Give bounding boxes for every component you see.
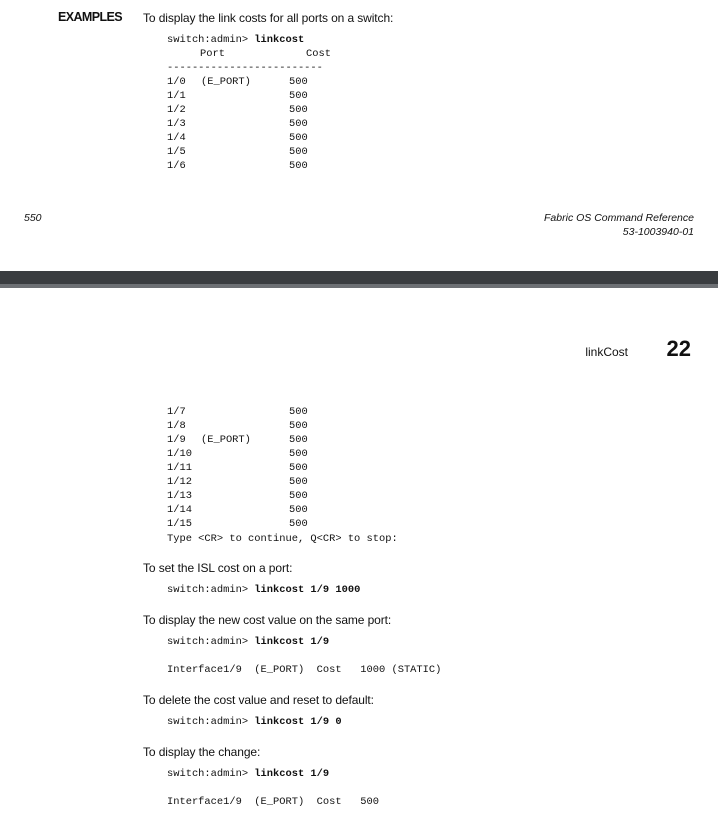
port-cell: 1/8 [167,420,186,432]
table-row [167,159,327,173]
book-title: Fabric OS Command Reference [544,212,694,224]
command-line [167,33,304,47]
cost-cell: 500 [289,434,308,446]
table-divider: ------------------------- [167,62,323,74]
command: linkcost [254,34,305,46]
prompt: switch:admin> [167,584,255,596]
table-row [167,517,327,531]
port-type-cell: (E_PORT) [201,434,251,446]
cost-cell: 500 [289,448,308,460]
port-cell: 1/4 [167,132,186,144]
command: linkcost 1/9 0 [254,716,342,728]
cost-cell: 500 [289,518,308,530]
display-output: Interface1/9 (E_PORT) Cost 1000 (STATIC) [167,664,442,676]
port-cell: 1/0 [167,76,186,88]
command: linkcost 1/9 [254,636,330,648]
port-cell: 1/15 [167,518,192,530]
delete-intro-text: To delete the cost value and reset to default: [143,693,374,707]
change-command-line [167,767,329,781]
port-cell: 1/2 [167,104,186,116]
prompt: switch:admin> [167,34,255,46]
column-header-cost: Cost [306,48,331,60]
set-intro-text: To set the ISL cost on a port: [143,561,293,575]
table-row [167,75,327,89]
cost-cell: 500 [289,462,308,474]
chapter-number: 22 [666,336,691,361]
cost-cell: 500 [289,504,308,516]
table-row [167,405,327,419]
cost-cell: 500 [289,132,308,144]
set-command-line [167,583,360,597]
port-cell: 1/10 [167,448,192,460]
delete-command-line [167,715,342,729]
cost-cell: 500 [289,146,308,158]
port-cell: 1/14 [167,504,192,516]
table-row [167,145,327,159]
table-row [167,131,327,145]
cost-cell: 500 [289,76,308,88]
port-cell: 1/1 [167,90,186,102]
table-row [167,419,327,433]
cost-cell: 500 [289,490,308,502]
page-separator-shadow [0,284,718,288]
port-cell: 1/5 [167,146,186,158]
cost-cell: 500 [289,420,308,432]
port-cell: 1/13 [167,490,192,502]
table-row [167,461,327,475]
table-row [167,433,327,447]
display-intro-text: To display the new cost value on the same port: [143,613,392,627]
table-row [167,103,327,117]
table-row [167,447,327,461]
cost-cell: 500 [289,104,308,116]
table-row [167,89,327,103]
section-heading: EXAMPLES [58,10,122,24]
port-cell: 1/7 [167,406,186,418]
port-cell: 1/3 [167,118,186,130]
running-header-command: linkCost [585,345,628,359]
table-row [167,503,327,517]
intro-text: To display the link costs for all ports on a switch: [143,11,394,25]
display-command-line [167,635,329,649]
prompt: switch:admin> [167,636,255,648]
port-cell: 1/6 [167,160,186,172]
table-row [167,117,327,131]
port-cell: 1/12 [167,476,192,488]
cost-cell: 500 [289,90,308,102]
cost-cell: 500 [289,118,308,130]
document-id: 53-1003940-01 [622,226,694,238]
table-row [167,475,327,489]
column-header-port: Port [200,48,225,60]
table-row [167,489,327,503]
change-output: Interface1/9 (E_PORT) Cost 500 [167,796,380,808]
port-cell: 1/9 [167,434,186,446]
continue-prompt: Type <CR> to continue, Q<CR> to stop: [167,533,398,545]
prompt: switch:admin> [167,768,255,780]
command: linkcost 1/9 [254,768,330,780]
prompt: switch:admin> [167,716,255,728]
cost-cell: 500 [289,476,308,488]
change-intro-text: To display the change: [143,745,261,759]
cost-cell: 500 [289,406,308,418]
cost-cell: 500 [289,160,308,172]
port-type-cell: (E_PORT) [201,76,251,88]
command: linkcost 1/9 1000 [254,584,361,596]
port-cell: 1/11 [167,462,192,474]
page-number: 550 [24,212,42,224]
